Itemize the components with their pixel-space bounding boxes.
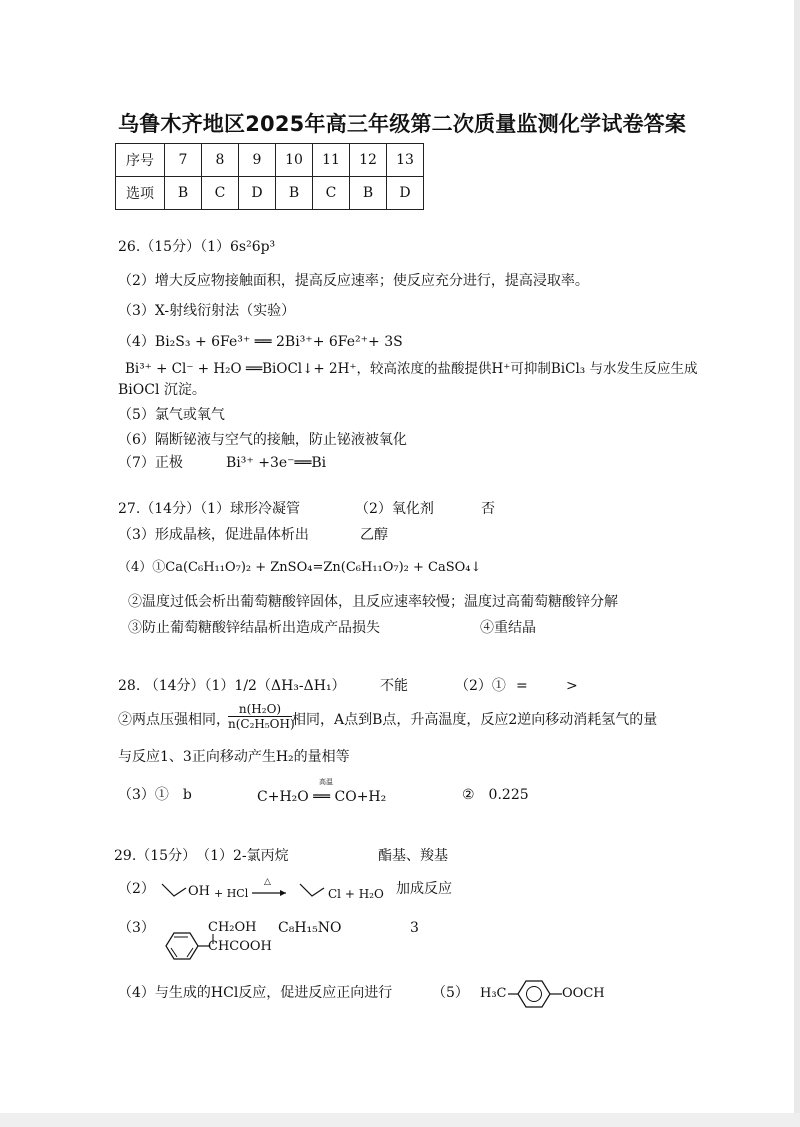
benzene-ring-icon [160,928,210,964]
q26-part4-equation: （4）Bi₂S₃ + 6Fe³⁺ ══ 2Bi³⁺+ 6Fe²⁺+ 3S [118,334,403,350]
page-edge-right [794,0,800,1127]
q28-part3-label: （3）① b [118,787,192,803]
answer-table [115,143,424,210]
q28-line3: 与反应1、3正向移动产生H₂的量相等 [118,749,350,765]
table-cell: 11 [313,144,350,177]
q28-part1-answer: 不能 [380,678,408,694]
q29-part2-product: Cl + H₂O [328,887,384,901]
page-edge-bottom [0,1113,800,1127]
table-cell: D [387,177,424,210]
q27-part2: （2）氧化剂 [355,501,434,517]
q26-part6: （6）隔断铋液与空气的接触，防止铋液被氧化 [118,432,407,448]
q27-part3: （3）形成晶核，促进晶体析出 [118,527,309,543]
q28-fraction-denominator: n(C₂H₅OH) [228,717,295,731]
q27-part4-equation: （4）①Ca(C₆H₁₁O₇)₂ + ZnSO₄=Zn(C₆H₁₁O₇)₂ + CaSO₄↓ [118,560,482,575]
q28-part2-label: （2）① [455,678,506,694]
table-cell: B [276,177,313,210]
q26-heading: 26.（15分）（1）6s²6p³ [118,239,276,255]
q27-heading: 27.（14分）（1）球形冷凝管 [118,501,300,517]
q29-part4: （4）与生成的HCl反应，促进反应正向进行 [118,985,393,1001]
q29-part1-answer2: 酯基、羧基 [378,848,448,864]
q28-line2-end: 相同，A点到B点，升高温度，反应2逆向移动消耗氢气的量 [292,712,658,728]
q29-part5-label: （5） [432,985,469,1001]
q28-part3-answer: ② 0.225 [462,787,529,803]
benzene-ring-icon [508,978,564,1010]
q29-part3-formula: C₈H₁₅NO [278,920,342,936]
table-cell: 8 [202,144,239,177]
q26-part4-line3: BiOCl 沉淀。 [118,382,206,398]
q27-part4-line2: ②温度过低会析出葡萄糖酸锌固体，且反应速率较慢；温度过高葡萄糖酸锌分解 [128,594,618,610]
q29-part2-reaction-type: 加成反应 [396,881,452,897]
table-cell: 12 [350,144,387,177]
q28-fraction-numerator: n(H₂O) [228,702,292,717]
table-cell: 13 [387,144,424,177]
q28-part3-equation: C+H₂O ══ CO+H₂ [257,789,387,805]
q29-part2-label: （2） [118,881,155,897]
q29-part3-chcooh: CHCOOH [208,939,272,954]
q27-part3-answer: 乙醇 [360,527,388,543]
table-cell: C [313,177,350,210]
q29-part2-condition: △ [264,877,271,887]
q26-part3: （3）X-射线衍射法（实验） [118,303,296,319]
q29-part5-methyl: H₃C [480,986,507,1001]
q29-part3-count: 3 [410,920,419,936]
answer-table-header-row [116,144,424,177]
q28-part2-answer2: > [566,678,578,694]
q27-part4-line3: ③防止葡萄糖酸锌结晶析出造成产品损失 [128,620,380,636]
q27-part4-line4: ④重结晶 [480,620,536,636]
q28-heading: 28. （14分）（1）1/2（ΔH₃-ΔH₁） [118,678,346,694]
q29-part3-label: （3） [118,920,155,936]
q29-heading: 29.（15分） （1）2-氯丙烷 [114,848,289,864]
table-cell: 9 [239,144,276,177]
table-cell: B [350,177,387,210]
table-cell: C [202,177,239,210]
table-cell: 10 [276,144,313,177]
q26-part4-line2: Bi³⁺ + Cl⁻ + H₂O ══BiOCl↓+ 2H⁺，较高浓度的盐酸提供H⁺可抑制BiCl₃ 与水发生反应生成 [125,361,698,377]
q26-part2: （2）增大反应物接触面积，提高反应速率；使反应充分进行，提高浸取率。 [118,273,589,289]
table-cell: B [165,177,202,210]
q29-part3-ch2oh: CH₂OH [208,920,257,935]
q28-part3-condition: 高温 [319,778,333,786]
q29-part2-oh: OH [188,884,210,899]
q28-line2-start: ②两点压强相同， [118,712,230,728]
table-cell: 选项 [116,177,165,210]
q29-part5-formate: OOCH [562,986,605,1001]
table-cell: D [239,177,276,210]
q26-part7: （7）正极 [118,455,183,471]
q29-part2-hcl: + HCl [214,887,249,900]
page-title: 乌鲁木齐地区2025年高三年级第二次质量监测化学试卷答案 [118,112,687,136]
q26-part7-equation: Bi³⁺ +3e⁻══Bi [226,455,327,471]
q27-part2-answer: 否 [481,501,495,517]
isopropyl-skeleton-icon [160,880,188,902]
q28-part2-answer1: = [516,678,528,694]
q26-part5: （5）氯气或氧气 [118,407,225,423]
answer-table-answer-row [116,177,424,210]
table-cell: 序号 [116,144,165,177]
table-cell: 7 [165,144,202,177]
isopropyl-skeleton-icon [298,880,326,902]
q28-fraction [228,702,295,731]
